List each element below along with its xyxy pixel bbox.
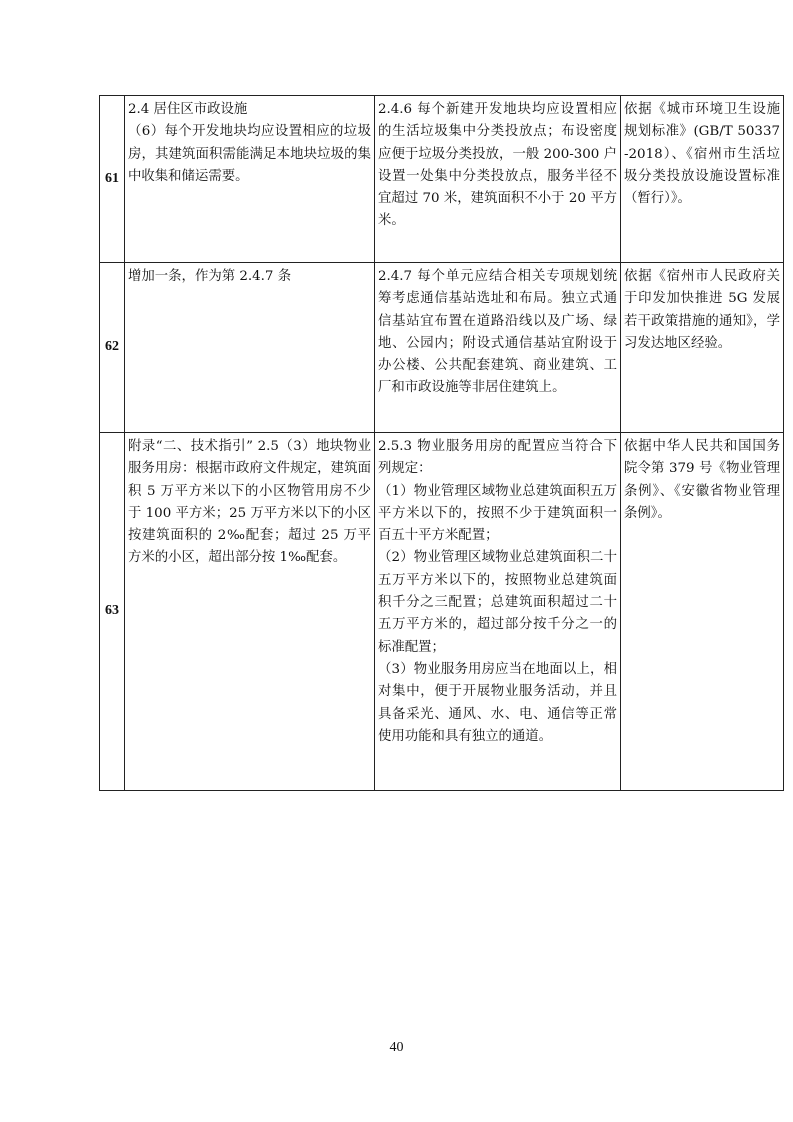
original-clause-cell <box>125 433 375 791</box>
revised-clause-cell <box>375 96 621 263</box>
original-clause-text: 附录“二、技术指引” 2.5（3）地块物业服务用房：根据市政府文件规定，建筑面积 5 万平方米以下的小区物管用房不少于 100 平方米；25 万平方米以下的小区按建筑面积的 2‰配套；超过 25 万平方米的小区，超出部分按 1‰配套。 <box>128 439 371 566</box>
original-clause-text: 增加一条，作为第 2.4.7 条 <box>128 269 292 284</box>
row-number: 62 <box>100 263 125 433</box>
basis-text: 依据《城市环境卫生设施规划标准》(GB/T 50337-2018）、《宿州市生活垃圾分类投放设施设置标准（暂行）》。 <box>624 102 780 207</box>
revised-clause-cell <box>375 263 621 433</box>
original-clause-text: （6）每个开发地块均应设置相应的垃圾房，其建筑面积需能满足本地块垃圾的集中收集和储运需要。 <box>128 124 371 184</box>
revised-clause-cell <box>375 433 621 791</box>
original-clause-text: 2.4 居住区市政设施 <box>128 102 248 117</box>
revised-clause-text: （3）物业服务用房应当在地面以上，相对集中，便于开展物业服务活动，并且具备采光、通风、水、电、通信等正常使用功能和具有独立的通道。 <box>378 661 617 744</box>
row-number: 63 <box>100 433 125 791</box>
revision-table <box>99 95 784 791</box>
row-number: 61 <box>100 96 125 263</box>
revised-clause-text: 2.4.6 每个新建开发地块均应设置相应的生活垃圾集中分类投放点；布设密度应便于垃圾分类投放，一般 200-300 户设置一处集中分类投放点，服务半径不宜超过 70 米，建筑面积不小于 20 平方米。 <box>378 102 617 229</box>
basis-text: 依据中华人民共和国国务院令第 379 号《物业管理条例》、《安徽省物业管理条例》。 <box>624 439 780 521</box>
original-clause-cell <box>125 263 375 433</box>
table-row <box>100 433 784 791</box>
revised-clause-text: （2）物业管理区域物业总建筑面积二十五万平方米以下的，按照物业总建筑面积千分之三配置；总建筑面积超过二十五万平方米的，超过部分按千分之一的标准配置； <box>378 550 617 655</box>
revised-clause-text: 2.4.7 每个单元应结合相关专项规划统筹考虑通信基站选址和布局。独立式通信基站宜布置在道路沿线以及广场、绿地、公园内；附设式通信基站宜附设于办公楼、公共配套建筑、商业建筑、工厂和市政设施等非居住建筑上。 <box>378 269 617 396</box>
basis-text: 依据《宿州市人民政府关于印发加快推进 5G 发展若干政策措施的通知》，学习发达地区经验。 <box>624 269 780 351</box>
revised-clause-text: 2.5.3 物业服务用房的配置应当符合下列规定： <box>378 439 617 477</box>
original-clause-cell <box>125 96 375 263</box>
revised-clause-text: （1）物业管理区域物业总建筑面积五万平方米以下的，按照不少于建筑面积一百五十平方米配置； <box>378 483 617 544</box>
table-row <box>100 263 784 433</box>
table-row <box>100 96 784 263</box>
basis-cell <box>621 433 784 791</box>
page-number: 40 <box>389 1040 404 1055</box>
basis-cell <box>621 96 784 263</box>
basis-cell <box>621 263 784 433</box>
